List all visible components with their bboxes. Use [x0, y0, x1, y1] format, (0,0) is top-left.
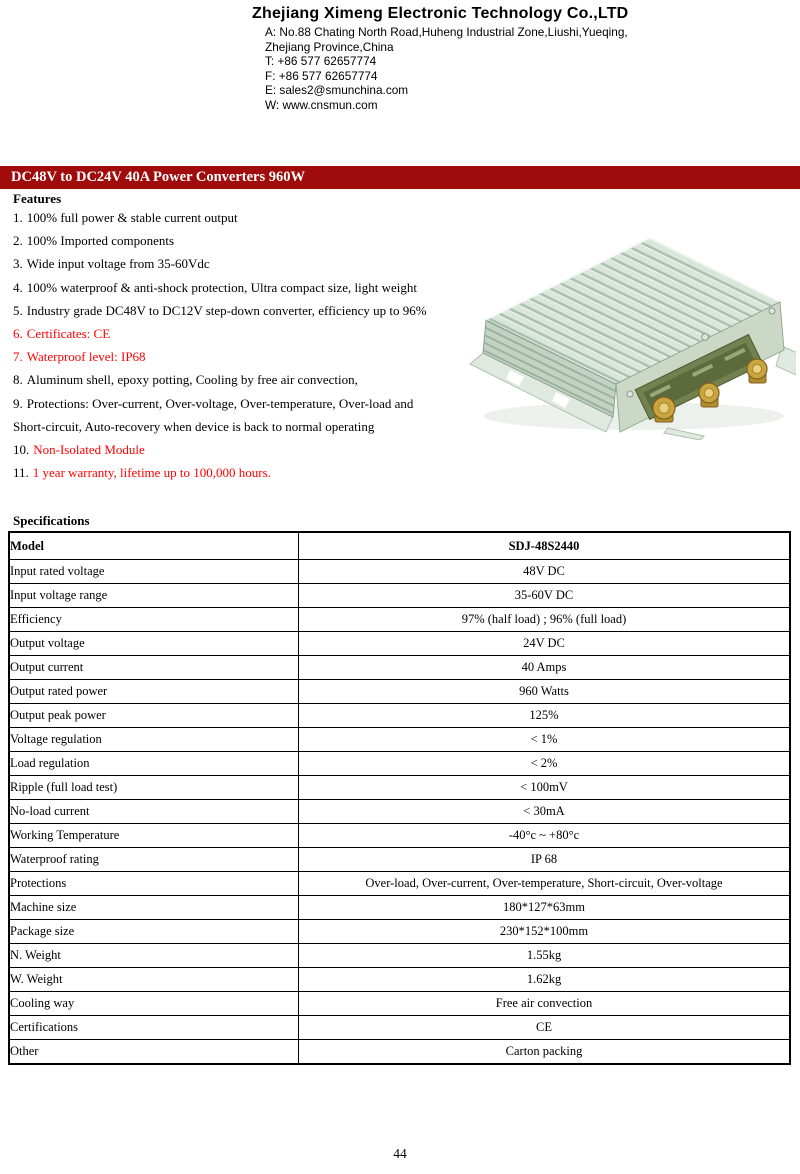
feature-text: Aluminum shell, epoxy potting, Cooling by free air convection,: [26, 372, 358, 388]
spec-label: Output rated power: [9, 680, 299, 704]
company-contact-block: [265, 25, 628, 113]
contact-telephone: T: +86 577 62657774: [265, 54, 377, 69]
feature-number: 3.: [13, 256, 23, 272]
contact-address-line2: Zhejiang Province,China: [265, 39, 394, 54]
spec-label: Cooling way: [9, 992, 299, 1016]
terminal-bolt-icon: [747, 359, 767, 383]
feature-item: [13, 326, 473, 349]
spec-row: [9, 752, 790, 776]
feature-number: 11.: [13, 465, 29, 481]
spec-row: [9, 1040, 790, 1065]
spec-label: Output voltage: [9, 632, 299, 656]
spec-value: 180*127*63mm: [299, 896, 791, 920]
contact-fax: F: +86 577 62657774: [265, 68, 378, 83]
spec-row: [9, 532, 790, 560]
spec-label: Certifications: [9, 1016, 299, 1040]
feature-number: 9.: [13, 395, 23, 411]
feature-text: 1 year warranty, lifetime up to 100,000 hours.: [32, 465, 271, 481]
spec-value: 125%: [299, 704, 791, 728]
spec-label: Machine size: [9, 896, 299, 920]
spec-row: [9, 1016, 790, 1040]
spec-value: -40°c ~ +80°c: [299, 824, 791, 848]
company-name: Zhejiang Ximeng Electronic Technology Co.,LTD: [252, 5, 629, 22]
spec-label: Ripple (full load test): [9, 776, 299, 800]
spec-row: [9, 560, 790, 584]
contact-address-line1: A: No.88 Chating North Road,Huheng Industrial Zone,Liushi,Yueqing,: [265, 25, 628, 39]
feature-item: [13, 465, 473, 488]
spec-value: < 2%: [299, 752, 791, 776]
feature-number: 1.: [13, 210, 23, 225]
feature-item: [13, 442, 473, 465]
panel-screw-icon: [627, 391, 633, 397]
spec-row: [9, 824, 790, 848]
feature-number: 2.: [13, 233, 23, 249]
feature-item: [13, 396, 473, 419]
power-converter-illustration: [458, 212, 796, 440]
feature-number: 7.: [13, 349, 23, 365]
spec-label: Input voltage range: [9, 584, 299, 608]
terminal-bolt-icon: [653, 397, 675, 422]
spec-row: [9, 704, 790, 728]
spec-value: < 30mA: [299, 800, 791, 824]
spec-row: [9, 944, 790, 968]
spec-label: Other: [9, 1040, 299, 1065]
spec-row: [9, 848, 790, 872]
spec-row: [9, 584, 790, 608]
feature-text: 100% Imported components: [26, 233, 175, 249]
feature-text: Non-Isolated Module: [33, 441, 145, 457]
spec-value: < 100mV: [299, 776, 791, 800]
spec-row: [9, 776, 790, 800]
features-list: [13, 210, 473, 488]
feature-text: Short-circuit, Auto-recovery when device is back to normal operating: [13, 418, 375, 434]
feature-item: [13, 256, 473, 279]
spec-label: Model: [9, 532, 299, 560]
feature-text: Wide input voltage from 35-60Vdc: [26, 256, 210, 272]
feature-text: 100% full power & stable current output: [26, 210, 238, 225]
contact-email: E: sales2@smunchina.com: [265, 83, 409, 98]
spec-label: Working Temperature: [9, 824, 299, 848]
feature-item: [13, 372, 473, 395]
spec-value: Carton packing: [299, 1040, 791, 1065]
spec-value: Free air convection: [299, 992, 791, 1016]
feature-text: Protections: Over-current, Over-voltage, Over-temperature, Over-load and: [26, 395, 414, 411]
product-photo: [458, 212, 796, 440]
spec-value: IP 68: [299, 848, 791, 872]
spec-row: [9, 872, 790, 896]
feature-number: 5.: [13, 302, 23, 318]
spec-label: Protections: [9, 872, 299, 896]
company-header: [252, 5, 628, 113]
spec-value: 1.62kg: [299, 968, 791, 992]
spec-value: 97% (half load) ; 96% (full load): [299, 608, 791, 632]
spec-label: Load regulation: [9, 752, 299, 776]
spec-value: 35-60V DC: [299, 584, 791, 608]
spec-value: 40 Amps: [299, 656, 791, 680]
feature-text: Certificates: CE: [26, 325, 111, 341]
spec-label: Waterproof rating: [9, 848, 299, 872]
product-title-bar: [0, 166, 800, 189]
feature-text: 100% waterproof & anti-shock protection, Ultra compact size, light weight: [26, 279, 417, 295]
spec-value: < 1%: [299, 728, 791, 752]
page-number: 44: [393, 1146, 407, 1161]
contact-website: W: www.cnsmun.com: [265, 97, 378, 112]
panel-screw-icon: [769, 308, 775, 314]
spec-row: [9, 608, 790, 632]
spec-row: [9, 920, 790, 944]
spec-value: 230*152*100mm: [299, 920, 791, 944]
feature-number: 6.: [13, 325, 23, 341]
spec-row: [9, 728, 790, 752]
spec-label: N. Weight: [9, 944, 299, 968]
spec-value: 24V DC: [299, 632, 791, 656]
feature-item: [13, 280, 473, 303]
feature-text: Waterproof level: IP68: [26, 349, 146, 365]
spec-row: [9, 968, 790, 992]
spec-value: 1.55kg: [299, 944, 791, 968]
spec-label: Efficiency: [9, 608, 299, 632]
feature-item: [13, 349, 473, 372]
spec-row: [9, 992, 790, 1016]
panel-screw-icon: [702, 334, 709, 341]
feature-item: [13, 303, 473, 326]
feature-text: Industry grade DC48V to DC12V step-down converter, efficiency up to 96%: [26, 302, 427, 318]
spec-value: Over-load, Over-current, Over-temperature, Short-circuit, Over-voltage: [299, 872, 791, 896]
spec-row: [9, 680, 790, 704]
feature-number: 4.: [13, 279, 23, 295]
spec-label: Output peak power: [9, 704, 299, 728]
feature-item-continuation: [13, 419, 473, 442]
feature-item: [13, 233, 473, 256]
product-title: DC48V to DC24V 40A Power Converters 960W: [11, 169, 305, 185]
feature-item: [13, 210, 473, 233]
specifications-table: [8, 531, 791, 1065]
spec-label: Input rated voltage: [9, 560, 299, 584]
spec-label: Package size: [9, 920, 299, 944]
spec-row: [9, 632, 790, 656]
spec-label: No-load current: [9, 800, 299, 824]
spec-value: 960 Watts: [299, 680, 791, 704]
specifications-heading: Specifications: [13, 513, 90, 528]
feature-number: 8.: [13, 372, 23, 388]
spec-label: W. Weight: [9, 968, 299, 992]
spec-label: Voltage regulation: [9, 728, 299, 752]
spec-row: [9, 656, 790, 680]
spec-row: [9, 800, 790, 824]
features-heading: Features: [13, 191, 62, 206]
spec-value: SDJ-48S2440: [299, 532, 791, 560]
spec-label: Output current: [9, 656, 299, 680]
spec-value: CE: [299, 1016, 791, 1040]
spec-value: 48V DC: [299, 560, 791, 584]
spec-row: [9, 896, 790, 920]
terminal-bolt-icon: [699, 383, 719, 407]
feature-number: 10.: [13, 441, 30, 457]
